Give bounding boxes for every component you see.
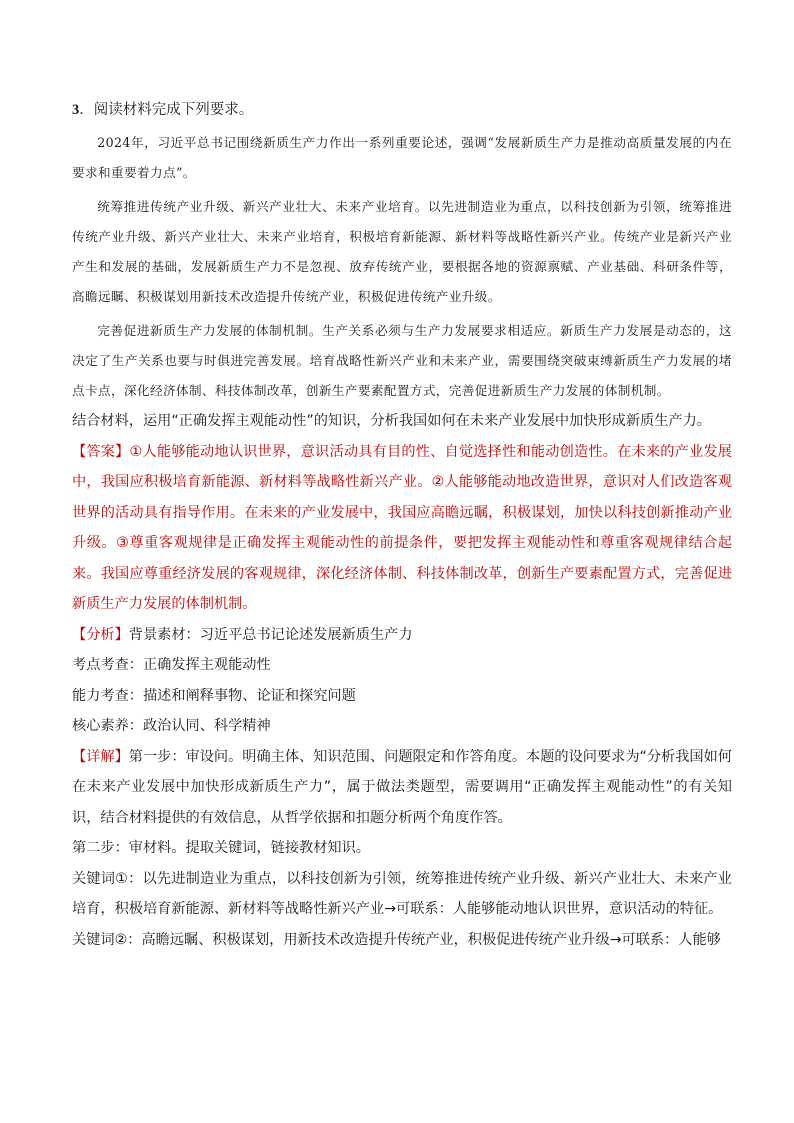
detail-step-1-text: 第一步：审设问。明确主体、知识范围、问题限定和作答角度。本题的设问要求为“分析我国如何在未来产业发展中加快形成新质生产力”，属于做法类题型，需要调用“正确发挥主观能动性”的有关知识，结合材料提供的有效信息，从哲学依据和扣题分析两个角度作答。 — [72, 748, 732, 826]
analysis-background-text: 背景素材：习近平总书记论述发展新质生产力 — [128, 626, 413, 643]
question-prompt: 结合材料，运用“正确发挥主观能动性”的知识，分析我国如何在未来产业发展中加快形成新质生产力。 — [72, 413, 711, 429]
analysis-background — [72, 620, 732, 651]
material-paragraph-2: 统筹推进传统产业升级、新兴产业壮大、未来产业培育。以先进制造业为重点，以科技创新为引领，统筹推进传统产业升级、新兴产业壮大、未来产业培育，积极培育新能源、新材料等战略性新兴产业。传统产业是新兴产业产生和发展的基础，发展新质生产力不是忽视、放弃传统产业，要根据各地的资源禀赋、产业基础、科研条件等，高瞻远瞩、积极谋划用新技术改造提升传统产业，积极促进传统产业升级。 — [72, 199, 732, 304]
answer-block — [72, 437, 732, 620]
detail-step-1 — [72, 742, 732, 834]
analysis-literacy: 核心素养：政治认同、科学精神 — [72, 718, 271, 734]
material-paragraph-3: 完善促进新质生产力发展的体制机制。生产关系必须与生产力发展要求相适应。新质生产力发展是动态的，这决定了生产关系也要与时俱进完善发展。培育战略性新兴产业和未来产业，需要围绕突破束缚新质生产力发展的堵点卡点，深化经济体制、科技体制改革，创新生产要素配置方式，完善促进新质生产力发展的体制机制。 — [72, 323, 732, 398]
question-body — [72, 406, 732, 955]
question-number: 3 — [72, 102, 80, 118]
question-text: 阅读材料完成下列要求。 — [93, 102, 254, 118]
answer-text: ①人能够能动地认识世界，意识活动具有目的性、自觉选择性和能动创造性。在未来的产业发展中，我国应积极培育新能源、新材料等战略性新兴产业。②人能够能动地改造世界，意识对人们改造客观世界的活动具有指导作用。在未来的产业发展中，我国应高瞻远瞩，积极谋划，加快以科技创新推动产业升级。③尊重客观规律是正确发挥主观能动性的前提条件，要把发挥主观能动性和尊重客观规律结合起来。我国应尊重经济发展的客观规律，深化经济体制、科技体制改革，创新生产要素配置方式，完善促进新质生产力发展的体制机制。 — [72, 443, 732, 612]
answer-tag: 【答案】 — [72, 443, 130, 460]
analysis-tag: 【分析】 — [72, 626, 129, 643]
question-number-separator: ． — [79, 102, 94, 118]
question-heading — [72, 98, 732, 122]
detail-keyword-2: 关键词②：高瞻远瞩、积极谋划，用新技术改造提升传统产业，积极促进传统产业升级→可联系：人能够 — [72, 931, 721, 948]
analysis-exam-point: 考点考查：正确发挥主观能动性 — [72, 657, 271, 673]
document-page — [72, 98, 732, 955]
detail-keyword-1: 关键词①：以先进制造业为重点，以科技创新为引领，统筹推进传统产业升级、新兴产业壮大、未来产业培育，积极培育新能源、新材料等战略性新兴产业→可联系：人能够能动地认识世界，意识活动的特征。 — [72, 870, 732, 917]
detail-tag: 【详解】 — [72, 748, 129, 765]
analysis-ability: 能力考查：描述和阐释事物、论证和探究问题 — [72, 687, 356, 704]
material-paragraph-1: 2024年，习近平总书记围绕新质生产力作出一系列重要论述，强调“发展新质生产力是推动高质量发展的内在要求和重要着力点”。 — [72, 135, 732, 180]
reading-material — [72, 128, 732, 406]
detail-step-2: 第二步：审材料。提取关键词，链接教材知识。 — [72, 840, 370, 856]
